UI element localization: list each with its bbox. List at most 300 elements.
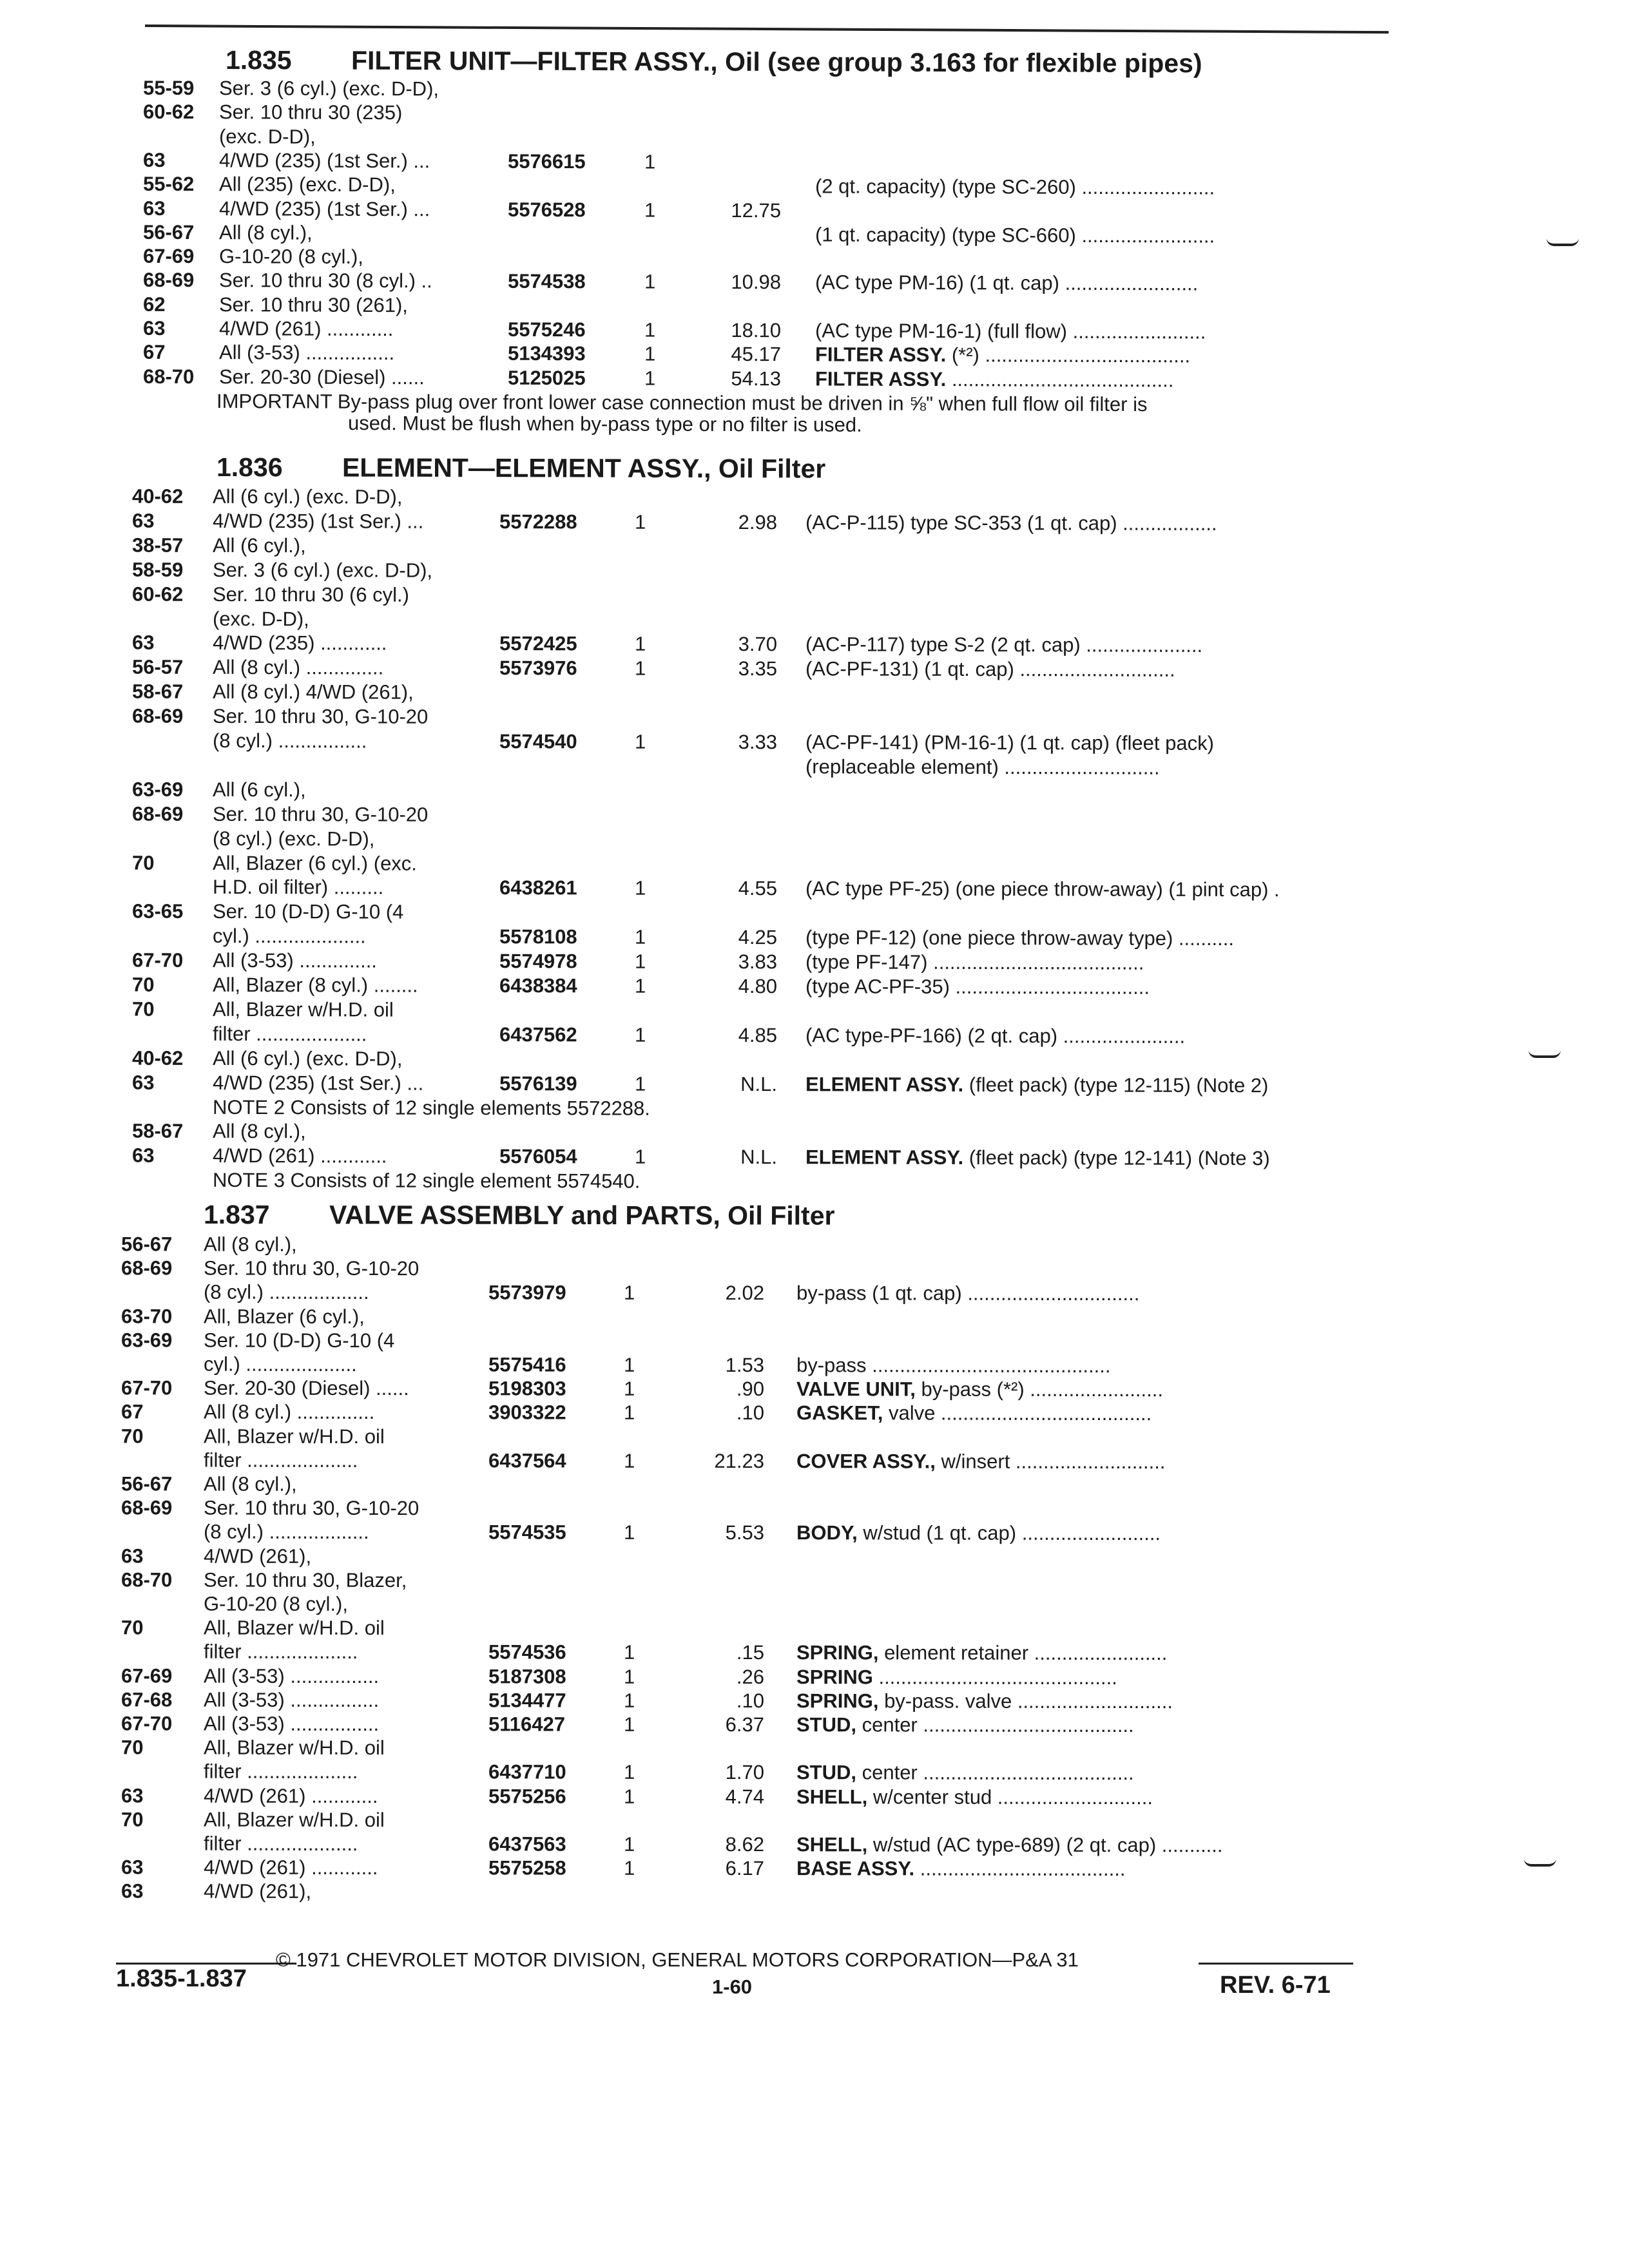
- part-number: 5574540: [499, 730, 577, 753]
- quantity: 1: [623, 1856, 635, 1879]
- application: All (3-53) ................: [203, 1664, 380, 1687]
- model-years: 67-68: [120, 1688, 173, 1711]
- section-subtitle: Oil Filter: [718, 454, 826, 484]
- description: [815, 175, 1215, 200]
- description-text: by-pass (*²) ........................: [915, 1378, 1164, 1401]
- quantity: 1: [644, 342, 656, 365]
- description: [805, 1073, 1268, 1097]
- table-row: [0, 1760, 1629, 1787]
- part-number: 6438384: [499, 974, 577, 997]
- quantity: 1: [623, 1785, 635, 1808]
- application: All (3-53) ................: [218, 341, 395, 365]
- table-row: [0, 827, 1629, 856]
- description: [815, 367, 1173, 392]
- model-years: 70: [120, 1424, 144, 1447]
- edge-mark: [1547, 238, 1579, 246]
- footer-rule-left: [116, 1963, 296, 1965]
- table-row: [0, 1448, 1629, 1475]
- description-text: by-pass ...........................................: [796, 1354, 1111, 1378]
- part-number: 5574978: [499, 950, 577, 973]
- model-years: 67-70: [131, 948, 184, 972]
- description: [805, 755, 1160, 779]
- application: 4/WD (235) (1st Ser.) ...: [212, 509, 424, 533]
- description-text: (AC type-PF-166) (2 qt. cap) ......................: [805, 1024, 1186, 1048]
- table-row: [0, 1544, 1629, 1571]
- quantity: 1: [634, 657, 646, 680]
- description: [805, 633, 1202, 658]
- quantity: 1: [623, 1401, 635, 1425]
- table-row: [0, 1376, 1629, 1403]
- part-number: 5573976: [499, 657, 577, 680]
- price: 4.25: [738, 926, 778, 949]
- price: N.L.: [740, 1072, 778, 1095]
- model-years: 56-67: [120, 1472, 173, 1495]
- model-years: 68-69: [131, 704, 184, 727]
- application: All (8 cyl.) ..............: [203, 1400, 375, 1424]
- part-number: 5134393: [507, 342, 586, 365]
- quantity: 1: [644, 198, 656, 222]
- description-text: (AC type PM-16-1) (full flow) ........................: [815, 319, 1206, 343]
- description: [805, 1146, 1270, 1171]
- application: All (8 cyl.),: [218, 220, 313, 244]
- price: 2.98: [738, 510, 778, 534]
- model-years: 63-70: [120, 1304, 173, 1328]
- application: (exc. D-D),: [212, 607, 309, 630]
- application: All (6 cyl.) (exc. D-D),: [212, 1046, 403, 1070]
- application: (8 cyl.) (exc. D-D),: [212, 827, 375, 850]
- table-row: [0, 1520, 1629, 1547]
- application: (8 cyl.) ................: [212, 729, 367, 753]
- description-name: FILTER ASSY.: [815, 343, 947, 367]
- part-number: 5575258: [488, 1856, 566, 1879]
- application: 4/WD (261) ............: [212, 1144, 387, 1168]
- description-name: SPRING,: [796, 1689, 879, 1713]
- model-years: 63: [120, 1879, 144, 1903]
- description: [815, 271, 1198, 296]
- application: All, Blazer (8 cyl.) ........: [212, 973, 418, 997]
- important-note-continued: used. Must be flush when by-pass type or no filter is used.: [347, 411, 862, 436]
- footer-page-number: 1-60: [712, 1975, 753, 1998]
- table-row: [0, 558, 1629, 587]
- model-years: 58-67: [131, 680, 184, 703]
- description: [796, 1522, 1161, 1546]
- application: filter ....................: [203, 1832, 358, 1855]
- table-row: [0, 1736, 1629, 1763]
- application: All (6 cyl.),: [212, 533, 306, 557]
- application: Ser. 3 (6 cyl.) (exc. D-D),: [212, 558, 433, 582]
- description-text: (replaceable element) ............................: [805, 755, 1160, 779]
- application: Ser. 10 thru 30, G-10-20: [212, 704, 429, 728]
- model-years: 68-69: [142, 269, 195, 292]
- application: All, Blazer w/H.D. oil: [203, 1808, 385, 1831]
- model-years: 68-70: [142, 365, 195, 388]
- section-subtitle: Oil (see group 3.163 for flexible pipes): [725, 46, 1202, 79]
- description: [796, 1378, 1163, 1401]
- model-years: 67: [142, 341, 166, 364]
- application: NOTE 3 Consists of 12 single element 5574540.: [212, 1169, 641, 1193]
- price: 2.02: [725, 1282, 765, 1305]
- part-number: 3903322: [488, 1401, 566, 1424]
- model-years: 67-70: [120, 1712, 173, 1735]
- description-text: w/insert ...........................: [935, 1450, 1166, 1473]
- model-years: 63: [120, 1783, 144, 1807]
- application: Ser. 10 (D-D) G-10 (4: [203, 1329, 395, 1352]
- application: Ser. 10 thru 30 (8 cyl.) ..: [218, 269, 432, 293]
- model-years: 70: [120, 1808, 144, 1831]
- quantity: 1: [634, 974, 646, 997]
- quantity: 1: [644, 367, 656, 390]
- application: 4/WD (235) (1st Ser.) ...: [218, 149, 430, 173]
- table-row: [0, 1305, 1629, 1332]
- table-row: [0, 1352, 1629, 1379]
- model-years: 63: [142, 316, 166, 340]
- description-name: ELEMENT ASSY.: [805, 1146, 964, 1169]
- price: 10.98: [731, 271, 782, 294]
- part-number: 5578108: [499, 925, 577, 948]
- description-text: (AC-PF-141) (PM-16-1) (1 qt. cap) (fleet pack): [805, 731, 1214, 754]
- model-years: 63: [120, 1544, 144, 1567]
- quantity: 1: [644, 270, 656, 293]
- price: .10: [736, 1401, 765, 1425]
- application: All (8 cyl.) ..............: [212, 656, 384, 679]
- table-row: [0, 1712, 1629, 1739]
- table-row: [0, 997, 1629, 1026]
- quantity: 1: [623, 1641, 635, 1664]
- application: All (8 cyl.),: [203, 1233, 297, 1256]
- price: 45.17: [731, 343, 782, 366]
- part-number: 6437563: [488, 1832, 566, 1856]
- part-number: 5187308: [488, 1664, 566, 1688]
- application: 4/WD (261),: [203, 1879, 312, 1903]
- table-row: [0, 1071, 1629, 1100]
- application: All (6 cyl.),: [212, 778, 306, 802]
- application: filter ....................: [203, 1640, 358, 1664]
- price: 6.17: [725, 1857, 765, 1880]
- model-years: 68-69: [120, 1256, 173, 1280]
- description-text: (fleet pack) (type 12-141) (Note 3): [963, 1146, 1270, 1170]
- description-text: (AC type PM-16) (1 qt. cap) ........................: [815, 271, 1199, 295]
- model-years: 67-69: [120, 1664, 173, 1687]
- description: [796, 1762, 1134, 1785]
- table-row: [0, 1640, 1629, 1667]
- quantity: 1: [623, 1449, 635, 1472]
- description-text: w/stud (AC type-689) (2 qt. cap) ...........: [867, 1833, 1223, 1857]
- application: G-10-20 (8 cyl.),: [218, 245, 364, 269]
- quantity: 1: [634, 925, 646, 948]
- part-number: 6438261: [499, 876, 577, 899]
- description-text: (type PF-12) (one piece throw-away type) ..........: [805, 926, 1235, 950]
- model-years: 58-67: [131, 1119, 184, 1143]
- model-years: 70: [131, 973, 155, 996]
- table-row: [0, 1280, 1629, 1307]
- application: Ser. 10 thru 30, G-10-20: [203, 1496, 419, 1520]
- model-years: 63: [120, 1856, 144, 1879]
- description-text: element retainer ........................: [878, 1641, 1168, 1665]
- quantity: 1: [623, 1761, 635, 1784]
- quantity: 1: [623, 1832, 635, 1856]
- part-number: 5576139: [499, 1072, 577, 1095]
- section-heading: [204, 1200, 835, 1231]
- description: [815, 223, 1215, 247]
- application: All (6 cyl.) (exc. D-D),: [212, 485, 403, 508]
- model-years: 70: [131, 851, 155, 874]
- quantity: 1: [634, 1145, 646, 1168]
- application: (exc. D-D),: [218, 124, 316, 148]
- footer-revision: REV. 6-71: [1220, 1972, 1331, 1999]
- quantity: 1: [634, 1023, 646, 1046]
- description-name: SPRING: [796, 1665, 873, 1688]
- section-title: FILTER UNIT—FILTER ASSY.,: [351, 45, 718, 77]
- application: (8 cyl.) ..................: [203, 1520, 369, 1544]
- model-years: 68-70: [120, 1568, 173, 1591]
- table-row: [0, 1496, 1629, 1523]
- description-text: by-pass (1 qt. cap) ...............................: [796, 1282, 1140, 1305]
- table-row: [0, 1616, 1629, 1643]
- description: [796, 1713, 1134, 1737]
- quantity: 1: [634, 950, 646, 973]
- model-years: 70: [120, 1616, 144, 1639]
- quantity: 1: [623, 1521, 635, 1544]
- model-years: 67-70: [120, 1376, 173, 1399]
- model-years: 67: [120, 1400, 144, 1423]
- price: 3.35: [738, 657, 778, 680]
- description-text: (fleet pack) (type 12-115) (Note 2): [963, 1073, 1269, 1097]
- quantity: 1: [634, 510, 646, 533]
- model-years: 38-57: [131, 533, 184, 557]
- model-years: 58-59: [131, 558, 184, 581]
- description: [796, 1642, 1167, 1666]
- description-text: center ......................................: [856, 1761, 1134, 1785]
- description-text: (2 qt. capacity) (type SC-260) ........................: [815, 175, 1215, 199]
- section-title: ELEMENT—ELEMENT ASSY.,: [342, 452, 711, 484]
- table-row: [0, 1568, 1629, 1595]
- quantity: 1: [644, 318, 656, 341]
- section-title: VALVE ASSEMBLY and PARTS,: [329, 1200, 720, 1231]
- description: [796, 1450, 1166, 1474]
- quantity: 1: [623, 1377, 635, 1400]
- section-number: 1.835: [225, 45, 292, 75]
- application: filter ....................: [203, 1448, 358, 1472]
- part-number: 6437562: [499, 1023, 577, 1046]
- description-text: (1 qt. capacity) (type SC-660) ........................: [815, 223, 1215, 247]
- application: All (235) (exc. D-D),: [218, 173, 396, 197]
- model-years: 70: [120, 1736, 144, 1759]
- price: N.L.: [740, 1146, 778, 1169]
- price: 12.75: [731, 198, 782, 222]
- description-text: (AC-P-117) type S-2 (2 qt. cap) .....................: [805, 633, 1203, 657]
- edge-mark: [1524, 1859, 1556, 1867]
- application: (8 cyl.) ..................: [203, 1280, 369, 1304]
- application: Ser. 20-30 (Diesel) ......: [203, 1376, 409, 1400]
- table-row: [0, 1664, 1629, 1691]
- part-number: 5576528: [507, 198, 586, 221]
- description: [796, 1354, 1111, 1378]
- part-number: 5116427: [488, 1713, 566, 1736]
- model-years: 56-67: [120, 1233, 173, 1256]
- part-number: 5572425: [499, 632, 577, 655]
- price: .15: [736, 1641, 765, 1664]
- part-number: 6437564: [488, 1449, 566, 1472]
- price: 8.62: [725, 1832, 765, 1856]
- description-text: w/stud (1 qt. cap) .........................: [857, 1521, 1161, 1545]
- important-note: IMPORTANT By-pass plug over front lower case connection must be driven in ⅝" when full flow oil filter is: [216, 389, 1148, 416]
- model-years: 63: [131, 1071, 155, 1094]
- model-years: 68-69: [120, 1496, 173, 1519]
- model-years: 60-62: [142, 101, 195, 124]
- part-number: 5573979: [488, 1281, 566, 1304]
- quantity: 1: [644, 150, 656, 173]
- quantity: 1: [623, 1713, 635, 1736]
- part-number: 5574538: [507, 270, 586, 293]
- part-number: 5198303: [488, 1377, 566, 1400]
- description-name: GASKET,: [796, 1401, 883, 1425]
- description-name: ELEMENT ASSY.: [805, 1072, 964, 1096]
- quantity: 1: [623, 1282, 635, 1305]
- part-number: 5575256: [488, 1784, 566, 1808]
- part-number: 5574535: [488, 1521, 566, 1544]
- application: cyl.) ....................: [203, 1352, 357, 1376]
- part-number: 5134477: [488, 1689, 566, 1712]
- price: 4.55: [738, 877, 778, 900]
- price: 3.70: [738, 633, 778, 656]
- table-row: [0, 1688, 1629, 1715]
- part-number: 5575416: [488, 1353, 566, 1376]
- application: All, Blazer (6 cyl.),: [203, 1305, 365, 1328]
- description-name: FILTER ASSY.: [815, 367, 947, 390]
- description-name: VALVE UNIT,: [796, 1378, 916, 1401]
- description: [805, 950, 1144, 974]
- application: All, Blazer w/H.D. oil: [212, 997, 394, 1021]
- table-row: [0, 753, 1629, 782]
- quantity: 1: [634, 876, 646, 900]
- description-name: BASE ASSY.: [796, 1857, 915, 1880]
- price: 4.85: [738, 1023, 778, 1046]
- part-number: 5575246: [507, 318, 586, 341]
- price: 4.74: [725, 1785, 765, 1808]
- part-number: 5576054: [499, 1145, 577, 1168]
- table-row: [0, 509, 1629, 538]
- application: Ser. 10 thru 30 (261),: [218, 293, 409, 316]
- part-number: 6437710: [488, 1760, 566, 1783]
- model-years: 63: [131, 1144, 155, 1167]
- model-years: 70: [131, 997, 155, 1021]
- table-row: [0, 802, 1629, 831]
- application: All (8 cyl.),: [212, 1120, 306, 1143]
- application: Ser. 10 thru 30, G-10-20: [212, 802, 429, 826]
- model-years: 40-62: [131, 485, 184, 508]
- table-row: [0, 1472, 1629, 1499]
- model-years: 63: [131, 631, 155, 655]
- application: All (8 cyl.),: [203, 1472, 297, 1495]
- application: All, Blazer w/H.D. oil: [203, 1616, 385, 1640]
- description: [796, 1402, 1152, 1426]
- price: 1.53: [725, 1353, 765, 1377]
- description-name: SPRING,: [796, 1641, 879, 1664]
- section-number: 1.837: [203, 1200, 270, 1230]
- model-years: 63-69: [120, 1329, 173, 1352]
- model-years: 63-69: [131, 778, 184, 801]
- model-years: 63: [142, 148, 166, 171]
- price: .10: [736, 1689, 765, 1712]
- application: All, Blazer w/H.D. oil: [203, 1736, 385, 1760]
- description: [805, 731, 1214, 755]
- description-text: (*²) .....................................: [946, 343, 1191, 367]
- price: 4.80: [738, 974, 778, 998]
- description-name: BODY,: [796, 1521, 858, 1544]
- part-number: 5125025: [507, 366, 586, 389]
- section-subtitle: Oil Filter: [728, 1200, 835, 1231]
- price: 21.23: [714, 1449, 765, 1472]
- model-years: 56-57: [131, 655, 184, 679]
- table-row: [0, 973, 1629, 1002]
- description: [805, 926, 1234, 950]
- application: Ser. 10 thru 30, Blazer,: [203, 1568, 407, 1591]
- description-name: SHELL,: [796, 1833, 868, 1856]
- description-text: ........................................: [946, 367, 1174, 391]
- table-row: [0, 1856, 1629, 1883]
- application: 4/WD (235) ............: [212, 631, 387, 655]
- table-row: [0, 485, 1629, 514]
- application: NOTE 2 Consists of 12 single elements 5572288.: [212, 1095, 650, 1120]
- price: 18.10: [731, 318, 782, 342]
- section-heading: [217, 452, 825, 484]
- description: [805, 1024, 1185, 1048]
- application: Ser. 10 thru 30 (6 cyl.): [212, 582, 410, 606]
- application: All (8 cyl.) 4/WD (261),: [212, 680, 414, 704]
- model-years: 67-69: [142, 244, 195, 268]
- footer-section-range: 1.835-1.837: [116, 1965, 247, 1992]
- description-name: COVER ASSY.,: [796, 1449, 936, 1473]
- model-years: 56-67: [142, 220, 195, 244]
- description-text: center ......................................: [856, 1713, 1134, 1737]
- table-row: [0, 1592, 1629, 1619]
- quantity: 1: [623, 1689, 635, 1712]
- description: [796, 1282, 1139, 1306]
- application: All (3-53) ................: [203, 1712, 380, 1736]
- table-row: [0, 1256, 1629, 1283]
- description-text: w/center stud ............................: [867, 1785, 1153, 1809]
- description-text: ...........................................: [872, 1665, 1117, 1689]
- application: All, Blazer (6 cyl.) (exc.: [212, 851, 418, 875]
- description: [805, 511, 1217, 535]
- table-row: [0, 1425, 1629, 1452]
- part-number: 5574536: [488, 1640, 566, 1664]
- description: [805, 878, 1280, 902]
- application: filter ....................: [212, 1022, 367, 1046]
- application: All (3-53) ..............: [212, 948, 378, 972]
- description-text: (AC type PF-25) (one piece throw-away) (1 pint cap) .: [805, 877, 1280, 901]
- application: Ser. 10 thru 30 (235): [218, 101, 403, 124]
- quantity: 1: [634, 1072, 646, 1095]
- description-text: (type AC-PF-35) ...................................: [805, 975, 1150, 999]
- description-text: .....................................: [914, 1857, 1126, 1881]
- description: [815, 343, 1190, 368]
- application: 4/WD (261) ............: [218, 317, 394, 341]
- description-name: SHELL,: [796, 1785, 868, 1808]
- quantity: 1: [623, 1665, 635, 1688]
- description-text: (type PF-147) ......................................: [805, 950, 1144, 974]
- application: 4/WD (235) (1st Ser.) ...: [212, 1071, 424, 1095]
- application: 4/WD (261) ............: [203, 1784, 378, 1807]
- price: .90: [736, 1378, 765, 1401]
- top-rule: [145, 24, 1389, 34]
- description: [796, 1857, 1126, 1881]
- application: All (3-53) ................: [203, 1688, 380, 1711]
- footer-copyright: © 1971 CHEVROLET MOTOR DIVISION, GENERAL MOTORS CORPORATION—P&A 31: [276, 1948, 1079, 1971]
- model-years: 63-65: [131, 899, 184, 923]
- description-text: (AC-P-115) type SC-353 (1 qt. cap) .................: [805, 511, 1217, 535]
- application: Ser. 20-30 (Diesel) ......: [218, 365, 425, 389]
